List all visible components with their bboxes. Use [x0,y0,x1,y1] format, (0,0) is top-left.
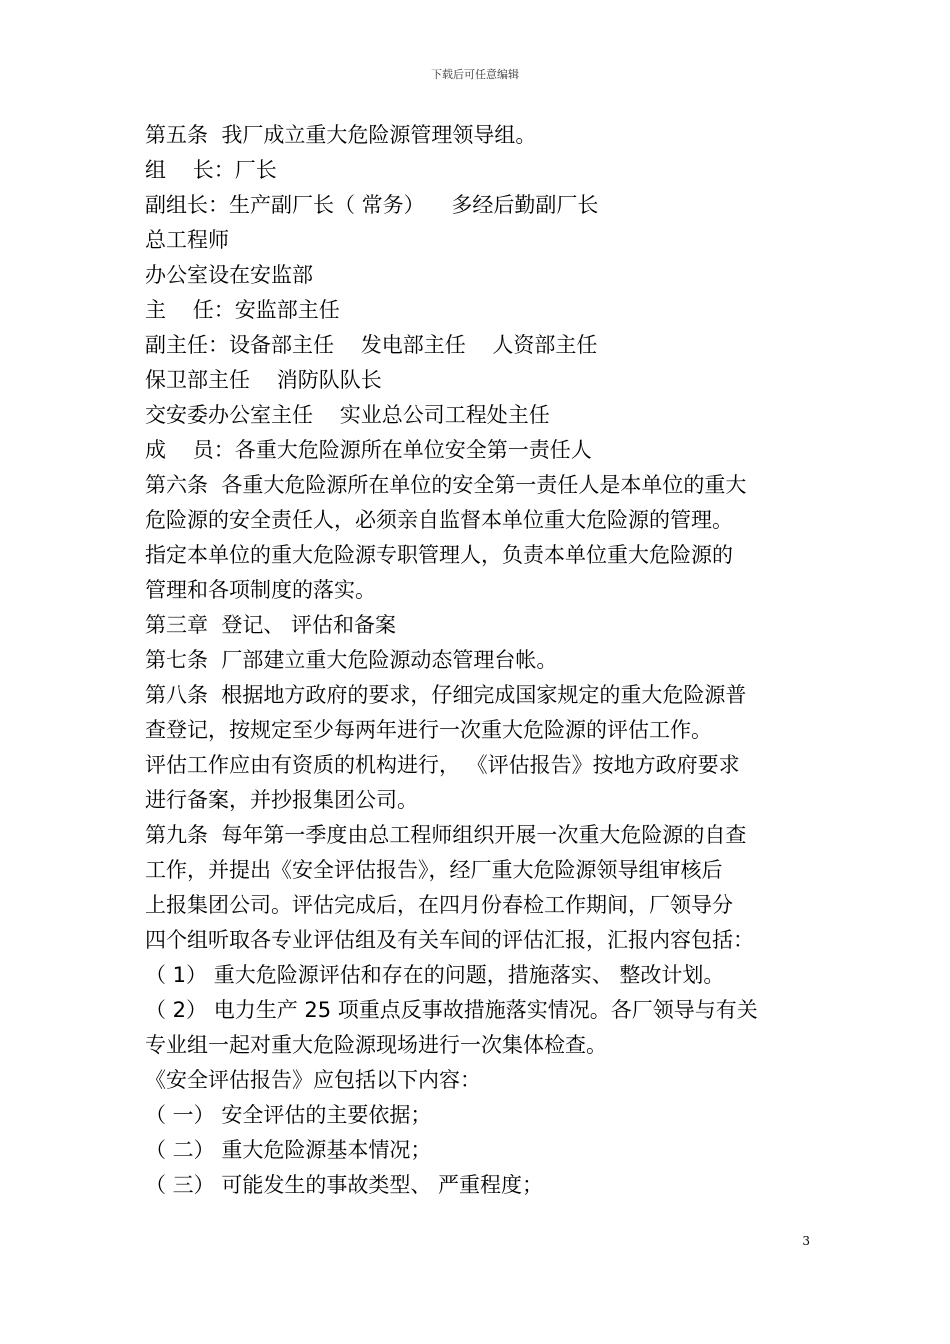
paragraph-line: 危险源的安全责任人，必须亲自监督本单位重大危险源的管理。 [145,508,733,532]
paragraph-line: 管理和各项制度的落实。 [145,578,376,602]
page-number: 3 [802,1234,810,1248]
chapter-heading: 第三章 登记、 评估和备案 [145,613,397,637]
paragraph-line: 查登记，按规定至少每两年进行一次重大危险源的评估工作。 [145,718,712,742]
paragraph-line: 工作，并提出《安全评估报告》，经厂重大危险源领导组审核后 [145,858,723,882]
paragraph-line: 评估工作应由有资质的机构进行， 《评估报告》按地方政府要求 [145,753,740,777]
paragraph-line: 进行备案，并抄报集团公司。 [145,788,418,812]
paragraph-line: 成 员：各重大危险源所在单位安全第一责任人 [145,438,592,462]
paragraph-line: 办公室设在安监部 [145,263,313,287]
list-item: （ 三） 可能发生的事故类型、 严重程度； [145,1173,544,1197]
paragraph-line: 交安委办公室主任 实业总公司工程处主任 [145,403,550,427]
document-body [145,118,820,1203]
paragraph-line: 第八条 根据地方政府的要求，仔细完成国家规定的重大危险源普 [145,683,747,707]
paragraph-line: 专业组一起对重大危险源现场进行一次集体检查。 [145,1033,607,1057]
list-item: （ 2） 电力生产 25 项重点反事故措施落实情况。各厂领导与有关 [145,998,758,1022]
paragraph-line: 第六条 各重大危险源所在单位的安全第一责任人是本单位的重大 [145,473,747,497]
list-item: （ 1） 重大危险源评估和存在的问题，措施落实、 整改计划。 [145,963,725,987]
list-item: （ 二） 重大危险源基本情况； [145,1138,432,1162]
paragraph-line: 第五条 我厂成立重大危险源管理领导组。 [145,123,537,147]
paragraph-line: 保卫部主任 消防队队长 [145,368,382,392]
paragraph-line: 副主任：设备部主任 发电部主任 人资部主任 [145,333,598,357]
paragraph-line: 《安全评估报告》应包括以下内容： [145,1068,481,1092]
paragraph-line: 主 任：安监部主任 [145,298,340,322]
paragraph-line: 副组长：生产副厂长（ 常务） 多经后勤副厂长 [145,193,599,217]
paragraph-line: 组 长：厂长 [145,158,277,182]
paragraph-line: 第九条 每年第一季度由总工程师组织开展一次重大危险源的自查 [145,823,747,847]
page-header: 下载后可任意编辑 [431,68,519,81]
paragraph-line: 上报集团公司。评估完成后，在四月份春检工作期间，厂领导分 [145,893,733,917]
paragraph-line: 第七条 厂部建立重大危险源动态管理台帐。 [145,648,558,672]
list-item: （ 一） 安全评估的主要依据； [145,1103,432,1127]
paragraph-line: 四个组听取各专业评估组及有关车间的评估汇报，汇报内容包括： [145,928,754,952]
paragraph-line: 总工程师 [145,228,229,252]
paragraph-line: 指定本单位的重大危险源专职管理人，负责本单位重大危险源的 [145,543,733,567]
